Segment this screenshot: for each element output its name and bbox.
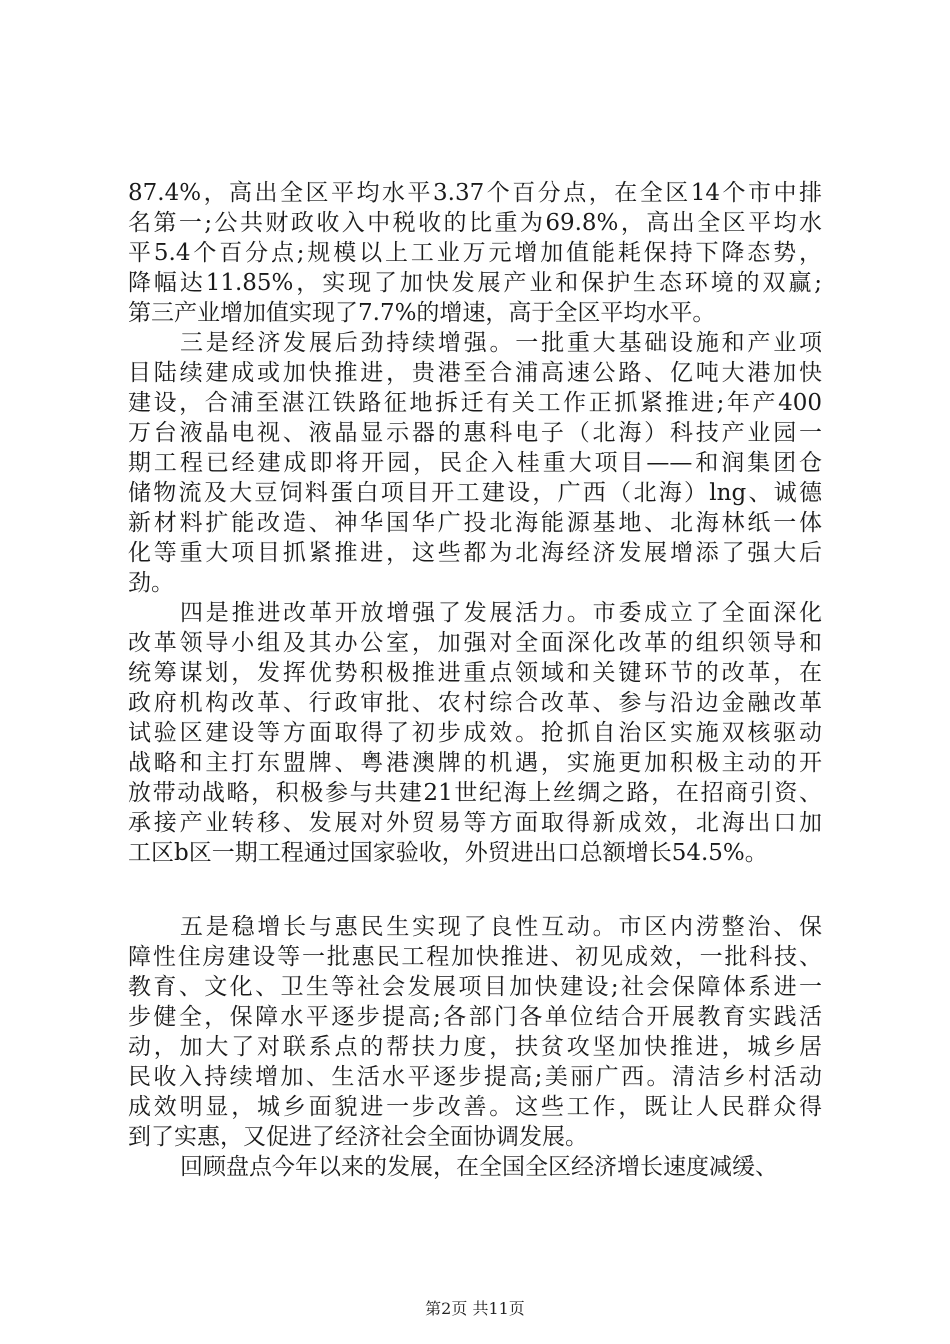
text-line: 平5.4个百分点;规模以上工业万元增加值能耗保持下降态势， [128,240,822,266]
text-line: 期工程已经建成即将开园，民企入桂重大项目——和润集团仓 [128,450,822,476]
text-line: 87.4%，高出全区平均水平3.37个百分点，在全区14个市中排 [128,180,822,206]
text-line: 万台液晶电视、液晶显示器的惠科电子（北海）科技产业园一 [128,420,822,446]
text-line: 统筹谋划，发挥优势积极推进重点领域和关键环节的改革，在 [128,660,822,686]
text-line: 三是经济发展后劲持续增强。一批重大基础设施和产业项 [180,330,822,356]
text-line: 障性住房建设等一批惠民工程加快推进、初见成效，一批科技、 [128,944,822,970]
text-line: 第三产业增加值实现了7.7%的增速，高于全区平均水平。 [128,300,716,326]
text-line: 工区b区一期工程通过国家验收，外贸进出口总额增长54.5%。 [128,840,768,866]
text-line: 回顾盘点今年以来的发展，在全国全区经济增长速度减缓、 [180,1154,778,1180]
text-line: 动，加大了对联系点的帮扶力度，扶贫攻坚加快推进，城乡居 [128,1034,822,1060]
text-line: 到了实惠，又促进了经济社会全面协调发展。 [128,1124,588,1150]
text-line: 教育、文化、卫生等社会发展项目加快建设;社会保障体系进一 [128,974,822,1000]
text-line: 成效明显，城乡面貌进一步改善。这些工作，既让人民群众得 [128,1094,822,1120]
text-line: 战略和主打东盟牌、粤港澳牌的机遇，实施更加积极主动的开 [128,750,822,776]
page-footer: 第2页 共11页 [425,1299,525,1318]
text-line: 民收入持续增加、生活水平逐步提高;美丽广西。清洁乡村活动 [128,1064,822,1090]
text-line: 劲。 [128,570,174,596]
text-line: 步健全，保障水平逐步提高;各部门各单位结合开展教育实践活 [128,1004,822,1030]
text-line: 目陆续建成或加快推进，贵港至合浦高速公路、亿吨大港加快 [128,360,822,386]
text-line: 新材料扩能改造、神华国华广投北海能源基地、北海林纸一体 [128,510,822,536]
text-line: 试验区建设等方面取得了初步成效。抢抓自治区实施双核驱动 [128,720,822,746]
text-line: 四是推进改革开放增强了发展活力。市委成立了全面深化 [180,600,822,626]
text-line: 改革领导小组及其办公室，加强对全面深化改革的组织领导和 [128,630,822,656]
text-line: 建设，合浦至湛江铁路征地拆迁有关工作正抓紧推进;年产400 [128,390,822,416]
text-line: 名第一;公共财政收入中税收的比重为69.8%，高出全区平均水 [128,210,822,236]
text-line: 五是稳增长与惠民生实现了良性互动。市区内涝整治、保 [180,914,822,940]
text-line: 储物流及大豆饲料蛋白项目开工建设，广西（北海）lng、诚德 [128,480,822,506]
text-line: 放带动战略，积极参与共建21世纪海上丝绸之路，在招商引资、 [128,780,822,806]
text-line: 政府机构改革、行政审批、农村综合改革、参与沿边金融改革 [128,690,822,716]
text-line: 降幅达11.85%，实现了加快发展产业和保护生态环境的双赢; [128,270,822,296]
text-line: 承接产业转移、发展对外贸易等方面取得新成效，北海出口加 [128,810,822,836]
text-line: 化等重大项目抓紧推进，这些都为北海经济发展增添了强大后 [128,540,822,566]
